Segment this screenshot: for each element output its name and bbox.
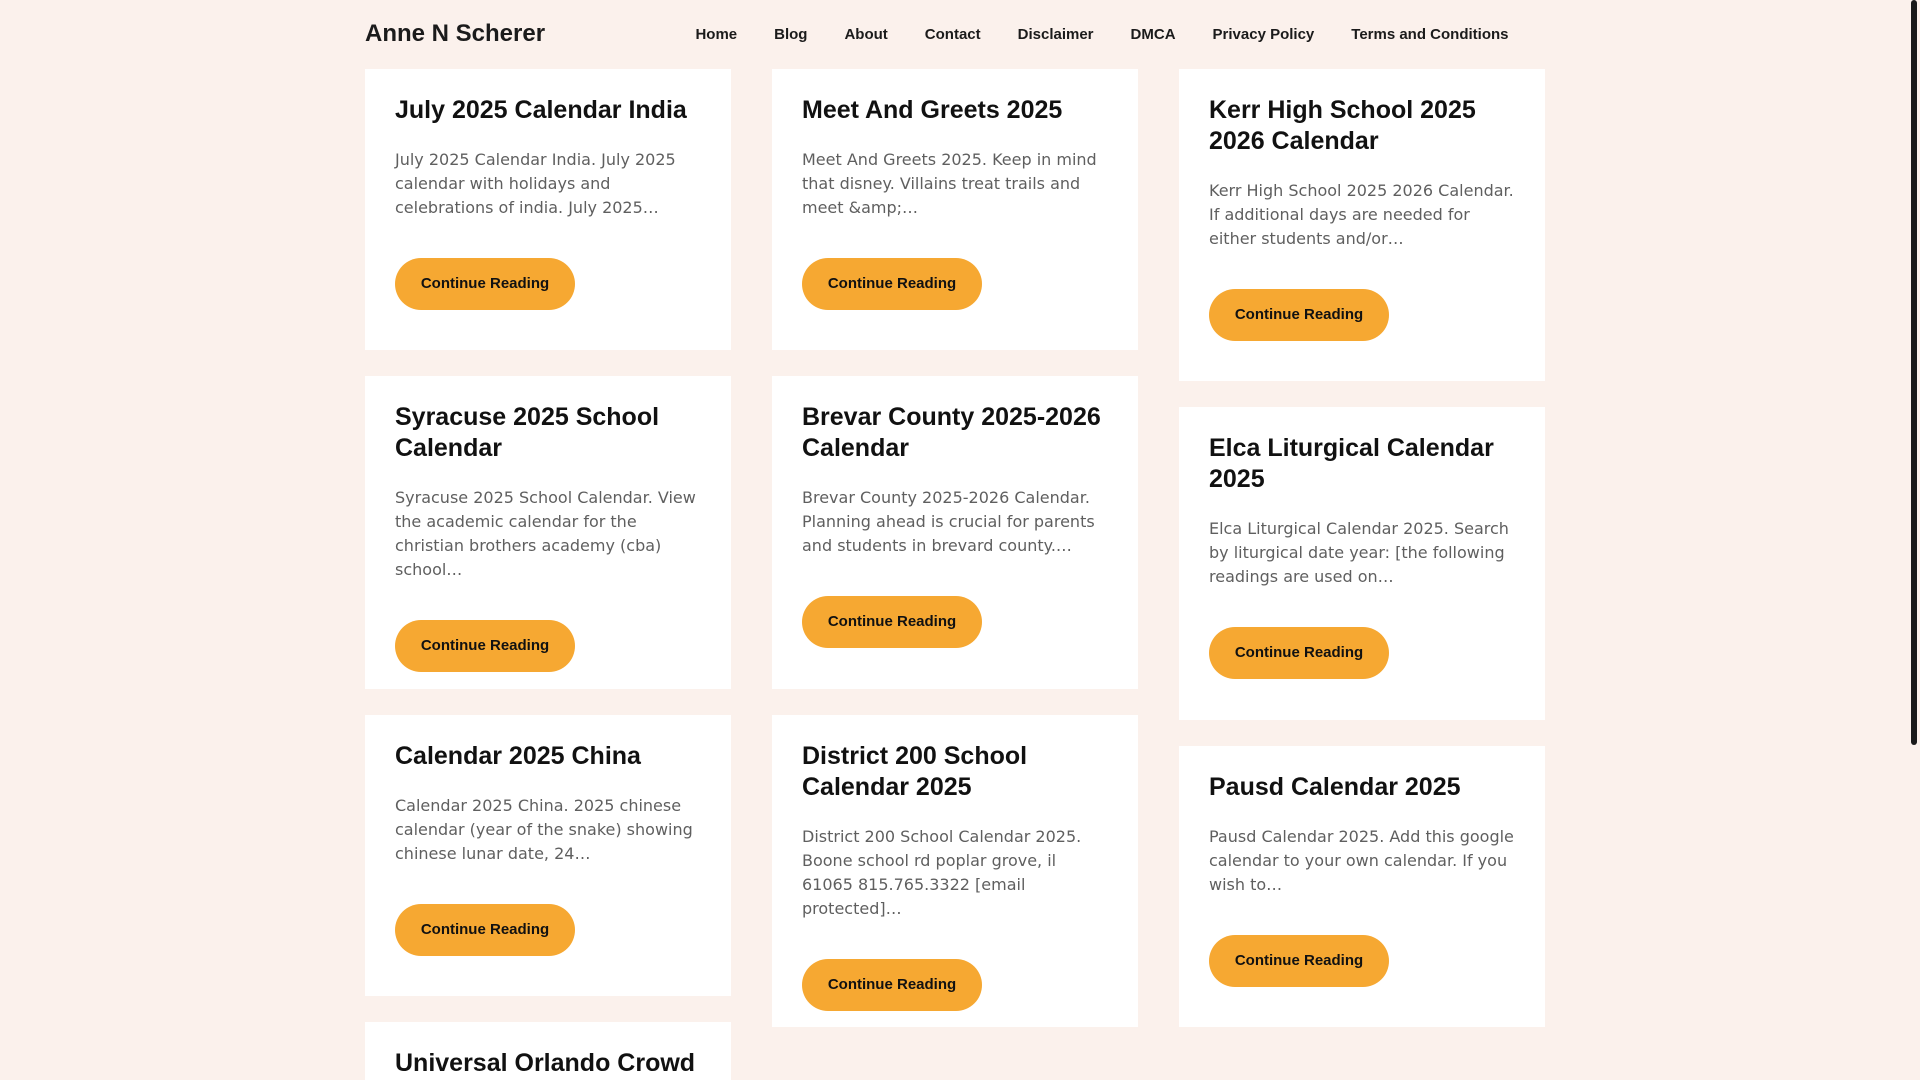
continue-reading-button[interactable]: Continue Reading [802,596,982,648]
post-card [365,69,731,350]
post-title[interactable]: Brevar County 2025-2026 Calendar [802,403,1101,462]
continue-reading-button[interactable]: Continue Reading [802,959,982,1011]
post-title[interactable]: Calendar 2025 China [395,742,641,770]
post-card [772,376,1138,689]
nav-item-disclaimer[interactable]: Disclaimer [1017,26,1094,43]
post-excerpt: District 200 School Calendar 2025. Boone school rd poplar grove, il 61065 815.765.3322 [email protected]… [802,827,1082,918]
post-title[interactable]: Kerr High School 2025 2026 Calendar [1209,96,1476,155]
post-card [772,715,1138,1027]
post-excerpt: Calendar 2025 China. 2025 chinese calendar (year of the snake) showing chinese lunar date, 24… [395,796,693,863]
post-excerpt: Elca Liturgical Calendar 2025. Search by liturgical date year: [the following readings are used on… [1209,519,1509,586]
scrollbar[interactable] [1908,0,1920,1080]
post-card [772,69,1138,350]
post-excerpt: Meet And Greets 2025. Keep in mind that disney. Villains treat trails and meet &amp;… [802,150,1097,217]
post-title[interactable]: Pausd Calendar 2025 [1209,773,1461,801]
nav-item-home[interactable]: Home [695,26,738,43]
post-excerpt: Syracuse 2025 School Calendar. View the academic calendar for the christian brothers academy (cba) school… [395,488,696,579]
continue-reading-button[interactable]: Continue Reading [1209,935,1389,987]
post-title[interactable]: July 2025 Calendar India [395,96,687,124]
post-excerpt: Kerr High School 2025 2026 Calendar. If additional days are needed for either students and/or… [1209,181,1514,248]
continue-reading-button[interactable]: Continue Reading [395,620,575,672]
site-header [0,0,1908,69]
nav-item-privacy-policy[interactable]: Privacy Policy [1212,26,1315,43]
nav-item-dmca[interactable]: DMCA [1130,26,1176,43]
site-title[interactable]: Anne N Scherer [365,20,546,47]
post-excerpt: July 2025 Calendar India. July 2025 calendar with holidays and celebrations of india. July 2025… [395,150,676,217]
post-card [1179,69,1545,381]
post-title[interactable]: Meet And Greets 2025 [802,96,1063,124]
post-title[interactable]: District 200 School Calendar 2025 [802,742,1028,801]
nav-item-about[interactable]: About [844,26,888,43]
post-card [365,376,731,689]
post-card [365,715,731,996]
nav-item-terms-and-conditions[interactable]: Terms and Conditions [1351,26,1509,43]
post-excerpt: Brevar County 2025-2026 Calendar. Planning ahead is crucial for parents and students in brevard county.… [802,488,1095,555]
continue-reading-button[interactable]: Continue Reading [1209,627,1389,679]
post-card [1179,407,1545,720]
nav-item-contact[interactable]: Contact [924,26,981,43]
continue-reading-button[interactable]: Continue Reading [395,258,575,310]
post-excerpt: Pausd Calendar 2025. Add this google calendar to your own calendar. If you wish to… [1209,827,1514,894]
nav-item-blog[interactable]: Blog [774,26,808,43]
post-title[interactable]: Syracuse 2025 School Calendar [395,403,660,462]
scrollbar-thumb[interactable] [1911,0,1917,745]
post-title[interactable]: Universal Orlando Crowd [395,1049,696,1077]
continue-reading-button[interactable]: Continue Reading [395,904,575,956]
main-nav [677,0,1527,69]
continue-reading-button[interactable]: Continue Reading [802,258,982,310]
post-card [1179,746,1545,1027]
post-card [365,1022,731,1080]
post-title[interactable]: Elca Liturgical Calendar 2025 [1209,434,1494,493]
continue-reading-button[interactable]: Continue Reading [1209,289,1389,341]
